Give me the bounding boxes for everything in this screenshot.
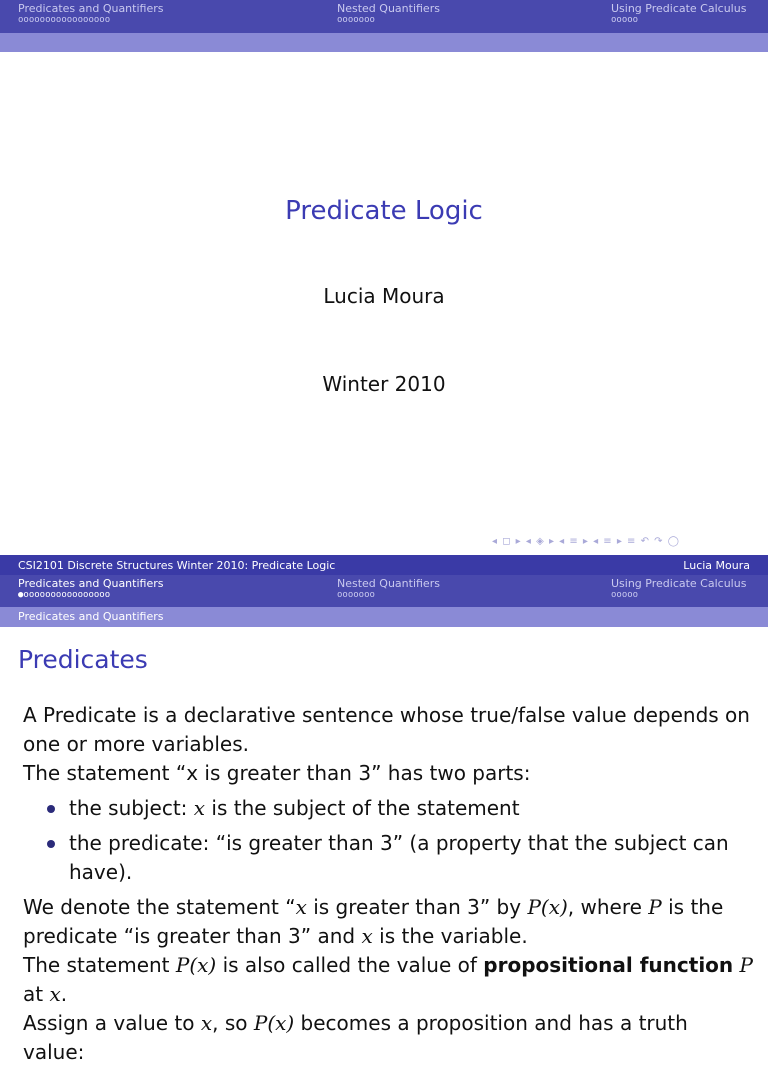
section-link-predicates[interactable]: Predicates and Quantifiers [18, 2, 164, 15]
text: is the variable. [372, 924, 528, 948]
section-links [0, 0, 768, 15]
slide1-subsection-bar [0, 33, 768, 52]
section-link-predicates[interactable]: Predicates and Quantifiers [18, 577, 164, 590]
presentation-author: Lucia Moura [323, 284, 445, 308]
definition-paragraph: A Predicate is a declarative sentence whose true/false value depends on one or more variables. [23, 703, 750, 756]
progress-dots-sec2[interactable]: ooooooo [337, 590, 375, 600]
math-var: x [361, 924, 373, 948]
section-link-nested[interactable]: Nested Quantifiers [337, 2, 440, 15]
slide2-subsection-bar [0, 607, 768, 627]
footer-course-title: CSI2101 Discrete Structures Winter 2010: Predicate Logic [18, 559, 336, 572]
text: becomes a proposition and has a truth value: [23, 1011, 688, 1064]
beamer-navigation-icons[interactable]: ◂ ◻ ▸ ◂ ◈ ▸ ◂ ≡ ▸ ◂ ≡ ▸ ≡ ↶ ↷ ◯ [492, 536, 680, 547]
slide-footer [0, 555, 768, 575]
math-var: P [648, 895, 662, 919]
math-var: x [193, 796, 206, 820]
text: , so [212, 1011, 254, 1035]
text: , where [567, 895, 649, 919]
bullet-subject [23, 794, 753, 823]
text: . [60, 982, 68, 1006]
statement-paragraph: The statement “x is greater than 3” has two parts: [23, 761, 531, 785]
text: is the predicate “is greater than 3” and [23, 895, 724, 948]
assignment-paragraph [23, 1009, 753, 1067]
math-expr: P(x) [175, 953, 217, 977]
frame-title: Predicates [18, 645, 148, 674]
math-expr: P(x) [527, 895, 568, 919]
progress-dots-sec3[interactable]: ooooo [611, 15, 639, 25]
presentation-date: Winter 2010 [322, 372, 446, 396]
section-link-using[interactable]: Using Predicate Calculus [611, 2, 747, 15]
text: at [23, 982, 50, 1006]
progress-dots-sec1[interactable]: ●oooooooooooooooo [18, 590, 111, 600]
bullet-predicate: the predicate: “is greater than 3” (a property that the subject can have). [23, 829, 753, 887]
progress-dots-sec3[interactable]: ooooo [611, 590, 639, 600]
math-expr: P(x) [253, 1011, 295, 1035]
slide-body [23, 701, 753, 1067]
progress-dots-sec2[interactable]: ooooooo [337, 15, 375, 25]
text: Assign a value to [23, 1011, 201, 1035]
math-var: x [295, 895, 307, 919]
bullet-subject-text-end: is the subject of the statement [205, 796, 520, 820]
progress-dots [0, 590, 768, 606]
math-var: x [49, 982, 61, 1006]
bold-term: propositional function [483, 953, 734, 977]
text: We denote the statement “ [23, 895, 296, 919]
slide2-header-navbar [0, 575, 768, 607]
subsection-title: Predicates and Quantifiers [18, 610, 164, 623]
propositional-function-paragraph [23, 951, 753, 1009]
progress-dots-sec1[interactable]: ooooooooooooooooo [18, 15, 111, 25]
section-link-nested[interactable]: Nested Quantifiers [337, 577, 440, 590]
footer-author: Lucia Moura [683, 559, 750, 572]
slide1-header-navbar [0, 0, 768, 33]
notation-paragraph [23, 893, 753, 951]
section-links [0, 575, 768, 590]
text: is also called the value of [216, 953, 484, 977]
text: is greater than 3” by [306, 895, 528, 919]
math-var: x [200, 1011, 213, 1035]
section-link-using[interactable]: Using Predicate Calculus [611, 577, 747, 590]
math-var: P [733, 953, 753, 977]
progress-dots [0, 15, 768, 31]
presentation-title: Predicate Logic [285, 196, 483, 226]
bullet-list [23, 794, 753, 887]
bullet-subject-text: the subject: [69, 796, 194, 820]
text: The statement [23, 953, 176, 977]
